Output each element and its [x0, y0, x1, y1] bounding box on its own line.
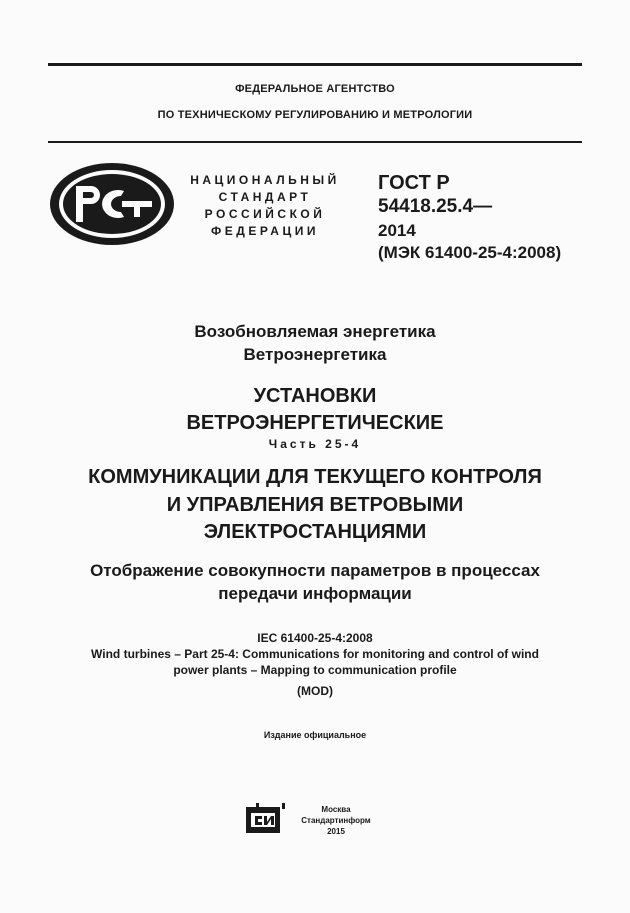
- publisher-name: Стандартинформ: [301, 816, 371, 825]
- title-main-1: УСТАНОВКИ: [253, 385, 377, 407]
- national-standard-line-4: ФЕДЕРАЦИИ: [211, 224, 319, 238]
- publisher-year: 2015: [327, 827, 345, 836]
- national-standard-line-2: СТАНДАРТ: [218, 190, 312, 204]
- national-standard-line-3: РОССИЙСКОЙ: [204, 207, 326, 221]
- edition-label: Издание официальное: [263, 730, 367, 740]
- title-sub-1: КОММУНИКАЦИИ ДЛЯ ТЕКУЩЕГО КОНТРОЛЯ: [88, 466, 542, 488]
- agency-line-1: ФЕДЕРАЛЬНОЕ АГЕНТСТВО: [235, 83, 395, 95]
- top-rule: [48, 63, 582, 66]
- standartinform-logo: [246, 803, 286, 833]
- english-title-2: power plants – Mapping to communication profile: [173, 663, 457, 677]
- national-standard-line-1: НАЦИОНАЛЬНЫЙ: [190, 173, 340, 187]
- middle-rule: [48, 141, 582, 143]
- title-desc-2: передачи информации: [218, 584, 412, 603]
- rst-certification-logo: [48, 161, 176, 247]
- title-field-2: Ветроэнергетика: [243, 345, 387, 364]
- title-part: Часть 25-4: [268, 437, 362, 451]
- gost-year: 2014: [378, 221, 416, 240]
- title-main-2: ВЕТРОЭНЕРГЕТИЧЕСКИЕ: [186, 412, 444, 434]
- title-desc-1: Отображение совокупности параметров в процессах: [90, 561, 540, 580]
- english-title-1: Wind turbines – Part 25-4: Communications for monitoring and control of wind: [91, 647, 539, 661]
- modification-mark: (MOD): [297, 684, 333, 698]
- gost-designation: ГОСТ Р: [378, 172, 450, 194]
- agency-line-2: ПО ТЕХНИЧЕСКОМУ РЕГУЛИРОВАНИЮ И МЕТРОЛОГИИ: [157, 109, 473, 121]
- iec-equivalent: (МЭК 61400-25-4:2008): [378, 243, 562, 262]
- iec-reference: IEC 61400-25-4:2008: [257, 631, 373, 645]
- title-field-1: Возобновляемая энергетика: [194, 322, 436, 341]
- publisher-city: Москва: [321, 805, 351, 814]
- title-sub-3: ЭЛЕКТРОСТАНЦИЯМИ: [203, 521, 427, 543]
- title-sub-2: И УПРАВЛЕНИЯ ВЕТРОВЫМИ: [166, 494, 464, 516]
- gost-number: 54418.25.4—: [378, 196, 493, 217]
